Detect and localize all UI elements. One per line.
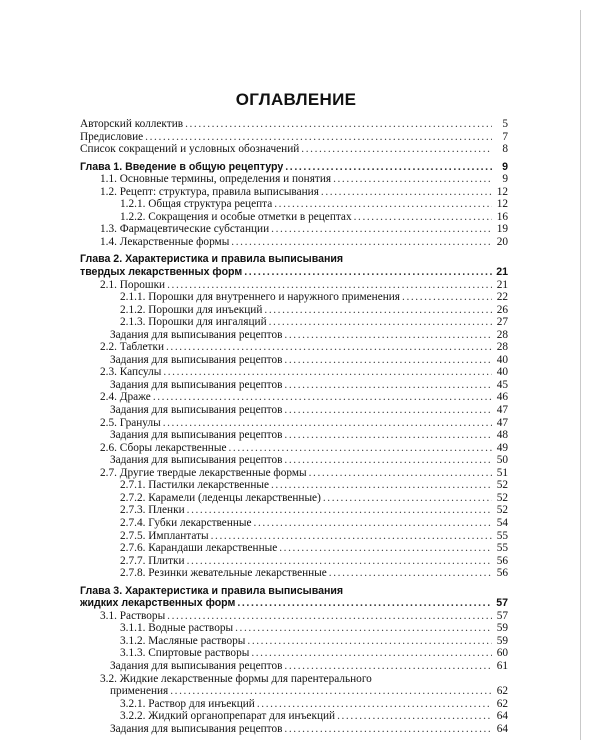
table-of-contents [80, 118, 508, 735]
toc-entry-label: Задания для выписывания рецептов [110, 659, 283, 672]
toc-entry-label: 1.2. Рецепт: структура, правила выписывания [100, 185, 319, 198]
toc-entry[interactable] [80, 555, 508, 568]
chapter-title: твердых лекарственных форм [80, 266, 243, 279]
toc-entry[interactable] [80, 131, 508, 144]
toc-entry-label: Задания для выписывания рецептов [110, 404, 283, 417]
dot-leader [153, 391, 492, 404]
toc-entry-page: 47 [496, 416, 508, 429]
toc-entry[interactable] [80, 366, 508, 379]
toc-entry-page: 40 [496, 353, 508, 366]
toc-entry-label: Список сокращений и условных обозначений [80, 143, 300, 156]
toc-entry-label: 1.3. Фармацевтические субстанции [100, 223, 270, 236]
toc-entry[interactable] [80, 291, 508, 304]
toc-entry[interactable] [80, 517, 508, 530]
toc-entry-label: 2.7.1. Пастилки лекарственные [120, 479, 269, 492]
toc-entry-label: 3.2. Жидкие лекарственные формы для парентерального [100, 672, 372, 685]
toc-entry[interactable] [80, 417, 508, 430]
toc-entry[interactable] [80, 673, 508, 686]
dot-leader [163, 366, 492, 379]
dot-leader [271, 479, 492, 492]
dot-leader [284, 660, 492, 673]
toc-chapter-heading-continued[interactable] [80, 597, 508, 610]
toc-entry[interactable] [80, 186, 508, 199]
toc-entry-label: 1.2.2. Сокращения и особые отметки в рецептах [120, 210, 352, 223]
toc-entry-page: 62 [496, 685, 508, 698]
toc-entry-page: 8 [502, 143, 508, 156]
toc-entry-page: 9 [502, 173, 508, 186]
toc-entry-page: 52 [496, 491, 508, 504]
dot-leader [187, 555, 492, 568]
toc-entry-label: 2.1. Порошки [100, 278, 166, 291]
toc-entry[interactable] [80, 647, 508, 660]
toc-entry-page: 52 [496, 479, 508, 492]
toc-entry[interactable] [80, 479, 508, 492]
toc-entry-page: 12 [496, 185, 508, 198]
page-edge-line [580, 10, 581, 740]
toc-entry-label: 3.1.1. Водные растворы [120, 622, 234, 635]
toc-entry[interactable] [80, 354, 508, 367]
toc-entry-label: 2.7. Другие твердые лекарственные формы [100, 466, 307, 479]
toc-entry-page: 56 [496, 567, 508, 580]
dot-leader [284, 379, 492, 392]
dot-leader [187, 504, 492, 517]
toc-entry[interactable] [80, 429, 508, 442]
dot-leader [163, 417, 492, 430]
toc-entry-page: 28 [496, 328, 508, 341]
toc-entry-page: 54 [496, 516, 508, 529]
dot-leader [337, 710, 492, 723]
toc-entry[interactable] [80, 442, 508, 455]
toc-entry-page: 28 [496, 341, 508, 354]
toc-chapter-heading[interactable] [80, 253, 508, 266]
toc-entry[interactable] [80, 404, 508, 417]
toc-entry-page: 49 [496, 441, 508, 454]
toc-entry-label: 2.7.3. Пленки [120, 504, 185, 517]
toc-entry-label: Задания для выписывания рецептов [110, 722, 283, 735]
dot-leader [235, 622, 492, 635]
dot-leader [167, 610, 492, 623]
toc-entry-label: 1.2.1. Общая структура рецепта [120, 198, 273, 211]
chapter-title: Глава 1. Введение в общую рецептуру [80, 160, 284, 173]
toc-entry-label: 2.7.7. Плитки [120, 554, 185, 567]
toc-entry-label: Задания для выписывания рецептов [110, 328, 283, 341]
toc-entry-page: 57 [496, 609, 508, 622]
dot-leader [145, 131, 492, 144]
chapter-page: 21 [496, 266, 508, 279]
toc-entry-page: 47 [496, 404, 508, 417]
chapter-title: жидких лекарственных форм [80, 597, 236, 610]
toc-entry-label: 2.2. Таблетки [100, 341, 164, 354]
toc-entry[interactable] [80, 143, 508, 156]
toc-entry-label: 2.6. Сборы лекарственные [100, 441, 227, 454]
toc-entry-label: 1.4. Лекарственные формы [100, 235, 230, 248]
toc-entry-label: 2.7.6. Карандаши лекарственные [120, 542, 278, 555]
dot-leader [323, 492, 492, 505]
dot-leader [228, 442, 492, 455]
dot-leader [185, 118, 492, 131]
dot-leader [231, 236, 492, 249]
toc-entry[interactable] [80, 329, 508, 342]
toc-entry[interactable] [80, 316, 508, 329]
dot-leader [237, 597, 492, 610]
toc-entry-page: 45 [496, 378, 508, 391]
dot-leader [257, 698, 492, 711]
toc-entry[interactable] [80, 723, 508, 736]
toc-entry[interactable] [80, 622, 508, 635]
dot-leader [244, 266, 492, 279]
toc-entry-page: 55 [496, 542, 508, 555]
toc-entry-label: 3.1.2. Масляные растворы [120, 634, 246, 647]
dot-leader [284, 454, 492, 467]
toc-entry[interactable] [80, 567, 508, 580]
toc-entry-page: 12 [496, 198, 508, 211]
toc-entry[interactable] [80, 610, 508, 623]
toc-entry-label: 2.7.2. Карамели (леденцы лекарственные) [120, 491, 321, 504]
toc-entry-label: 1.1. Основные термины, определения и понятия [100, 173, 332, 186]
dot-leader [354, 211, 492, 224]
toc-entry-label: Задания для выписывания рецептов [110, 454, 283, 467]
toc-entry-page: 22 [496, 291, 508, 304]
toc-entry[interactable] [80, 341, 508, 354]
toc-entry-page: 16 [496, 210, 508, 223]
toc-entry-page: 48 [496, 429, 508, 442]
toc-entry-page: 46 [496, 391, 508, 404]
toc-entry-label: 2.4. Драже [100, 391, 151, 404]
dot-leader [167, 279, 492, 292]
toc-entry[interactable] [80, 211, 508, 224]
toc-entry[interactable] [80, 279, 508, 292]
dot-leader [284, 354, 492, 367]
chapter-title: Глава 2. Характеристика и правила выписывания [80, 253, 344, 266]
toc-entry-label: Авторский коллектив [80, 118, 184, 130]
toc-entry-page: 64 [496, 722, 508, 735]
dot-leader [329, 567, 492, 580]
toc-entry-label: Задания для выписывания рецептов [110, 378, 283, 391]
toc-entry-label: 2.7.5. Имплантаты [120, 529, 209, 542]
toc-entry[interactable] [80, 198, 508, 211]
toc-entry[interactable] [80, 492, 508, 505]
dot-leader [254, 517, 492, 530]
dot-leader [279, 542, 492, 555]
toc-entry[interactable] [80, 710, 508, 723]
dot-leader [284, 404, 492, 417]
toc-entry[interactable] [80, 379, 508, 392]
toc-entry[interactable] [80, 504, 508, 517]
chapter-page: 57 [496, 597, 508, 610]
toc-chapter-heading[interactable] [80, 585, 508, 598]
toc-entry[interactable] [80, 118, 508, 131]
toc-entry-page: 19 [496, 223, 508, 236]
toc-entry-page: 26 [496, 303, 508, 316]
toc-entry-page: 61 [496, 659, 508, 672]
dot-leader [247, 635, 492, 648]
dot-leader [284, 329, 492, 342]
dot-leader [251, 647, 492, 660]
dot-leader [264, 304, 492, 317]
toc-entry[interactable] [80, 698, 508, 711]
dot-leader [301, 143, 492, 156]
dot-leader [284, 429, 492, 442]
toc-entry[interactable] [80, 223, 508, 236]
toc-entry[interactable] [80, 542, 508, 555]
dot-leader [166, 341, 492, 354]
toc-entry-label: 2.1.2. Порошки для инъекций [120, 303, 263, 316]
toc-entry-page: 64 [496, 710, 508, 723]
toc-entry[interactable] [80, 173, 508, 186]
toc-entry-page: 56 [496, 554, 508, 567]
toc-entry[interactable] [80, 236, 508, 249]
toc-entry-page: 20 [496, 235, 508, 248]
dot-leader [333, 173, 492, 186]
toc-entry-page: 59 [496, 622, 508, 635]
dot-leader [284, 723, 492, 736]
dot-leader [211, 530, 492, 543]
toc-entry-continued[interactable] [80, 685, 508, 698]
toc-entry-page: 55 [496, 529, 508, 542]
toc-entry-page: 59 [496, 634, 508, 647]
dot-leader [274, 198, 492, 211]
toc-entry-label: Предисловие [80, 130, 144, 143]
toc-chapter-heading-continued[interactable] [80, 266, 508, 279]
toc-entry-page: 50 [496, 454, 508, 467]
page-title: ОГЛАВЛЕНИЕ [235, 90, 357, 109]
toc-entry-label: 2.7.8. Резинки жевательные лекарственные [120, 567, 327, 580]
chapter-page: 9 [502, 160, 508, 173]
toc-entry[interactable] [80, 467, 508, 480]
toc-entry-page: 52 [496, 504, 508, 517]
toc-entry-page: 51 [496, 466, 508, 479]
toc-entry-page: 27 [496, 316, 508, 329]
dot-leader [321, 186, 492, 199]
dot-leader [285, 161, 492, 174]
toc-entry-page: 7 [502, 130, 508, 143]
toc-entry[interactable] [80, 391, 508, 404]
toc-entry-label: 2.1.1. Порошки для внутреннего и наружного применения [120, 291, 401, 304]
dot-leader [170, 685, 492, 698]
toc-entry-label: 3.2.2. Жидкий органопрепарат для инъекций [120, 710, 336, 723]
toc-entry-label: 2.3. Капсулы [100, 366, 162, 379]
toc-entry-page: 21 [496, 278, 508, 291]
dot-leader [271, 223, 492, 236]
toc-entry-page: 40 [496, 366, 508, 379]
chapter-title: Глава 3. Характеристика и правила выписывания [80, 584, 344, 597]
toc-entry-label: Задания для выписывания рецептов [110, 353, 283, 366]
toc-entry-label: 3.2.1. Раствор для инъекций [120, 697, 255, 710]
toc-entry-label: 2.7.4. Губки лекарственные [120, 516, 252, 529]
toc-entry[interactable] [80, 530, 508, 543]
toc-entry-label: Задания для выписывания рецептов [110, 429, 283, 442]
toc-entry[interactable] [80, 454, 508, 467]
toc-entry[interactable] [80, 660, 508, 673]
toc-entry-page: 60 [496, 647, 508, 660]
toc-entry-page: 5 [502, 118, 508, 130]
toc-chapter-heading[interactable] [80, 161, 508, 174]
toc-entry-label: применения [110, 685, 169, 698]
dot-leader [309, 467, 492, 480]
toc-entry-label: 3.1.3. Спиртовые растворы [120, 647, 250, 660]
toc-entry-label: 2.1.3. Порошки для ингаляций [120, 316, 267, 329]
toc-entry-label: 2.5. Гранулы [100, 416, 161, 429]
toc-entry[interactable] [80, 635, 508, 648]
toc-entry-page: 62 [496, 697, 508, 710]
dot-leader [402, 291, 492, 304]
dot-leader [269, 316, 492, 329]
toc-entry[interactable] [80, 304, 508, 317]
toc-entry-label: 3.1. Растворы [100, 609, 166, 622]
